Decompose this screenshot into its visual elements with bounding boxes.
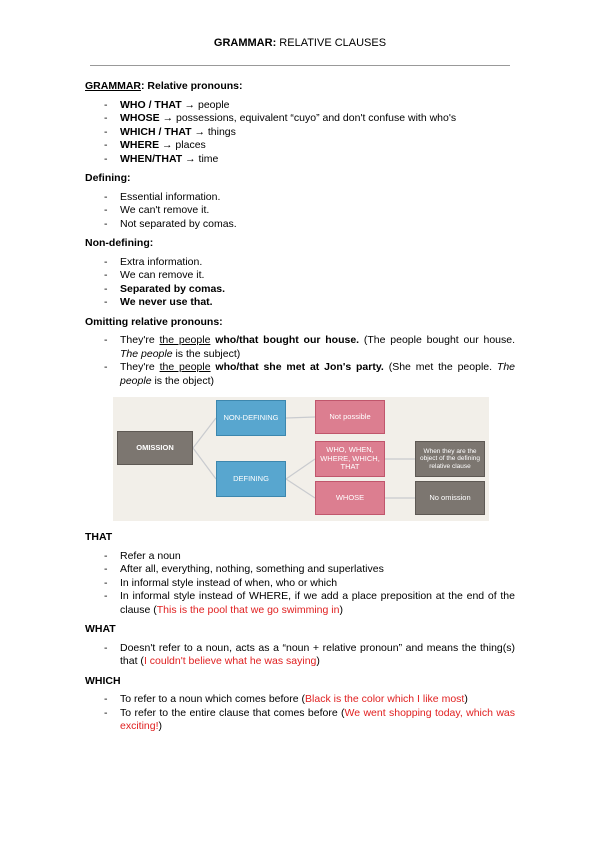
list-item: - Doesn't refer to a noun, acts as a “noun + relative pronoun” and means the thing(s) that (I couldn't believe what he was saying)	[85, 642, 515, 669]
list-item: - They're the people who/that bought our house. (The people bought our house. The people is the subject)	[85, 334, 515, 361]
who-when-node: WHO, WHEN, WHERE, WHICH, THAT	[315, 441, 385, 477]
non-defining-node: NON-DEFINING	[216, 400, 286, 436]
list-item: - Essential information.	[85, 191, 515, 205]
list-item: - To refer to the entire clause that comes before (We went shopping today, which was exciting!)	[85, 707, 515, 734]
list-item: - After all, everything, nothing, something and superlatives	[85, 563, 515, 577]
that-list	[85, 550, 515, 618]
list-item: - In informal style instead of when, who or which	[85, 577, 515, 591]
no-omission-node: No omission	[415, 481, 485, 515]
list-item: - We can't remove it.	[85, 204, 515, 218]
relative-pronouns-list	[85, 99, 515, 167]
list-item: - WHEN/THAT → time	[85, 153, 515, 167]
section-heading-non-defining: Non-defining:	[85, 237, 154, 249]
defining-node: DEFINING	[216, 461, 286, 497]
whose-node: WHOSE	[315, 481, 385, 515]
section-heading-relative-pronouns: GRAMMAR: Relative pronouns:	[85, 80, 243, 92]
list-item: - We never use that.	[85, 296, 515, 310]
section-heading-which: WHICH	[85, 674, 121, 687]
list-item: - We can remove it.	[85, 269, 515, 283]
page-title: GRAMMAR: RELATIVE CLAUSES	[213, 37, 387, 49]
list-item: - They're the people who/that she met at Jon's party. (She met the people. The people is the object)	[85, 361, 515, 388]
list-item: - WHICH / THAT → things	[85, 126, 515, 140]
list-item: - Extra information.	[85, 256, 515, 270]
list-item: - WHERE → places	[85, 139, 515, 153]
connector-defining-whowhen	[286, 459, 315, 479]
connector-nondefining-notpossible	[286, 417, 315, 418]
omission-diagram	[113, 397, 489, 521]
connector-omission-defining	[193, 448, 216, 479]
document-body	[85, 80, 515, 738]
connector-defining-whose	[286, 479, 315, 498]
which-list	[85, 693, 515, 734]
list-item: - Not separated by comas.	[85, 218, 515, 232]
list-item: - WHO / THAT → people	[85, 99, 515, 113]
omission-node: OMISSION	[117, 431, 193, 465]
section-heading-that: THAT	[85, 531, 113, 543]
non-defining-list	[85, 256, 515, 310]
section-heading-defining: Defining:	[85, 172, 131, 184]
connector-omission-nondefining	[193, 418, 216, 448]
section-heading-what: WHAT	[85, 623, 116, 635]
what-list	[85, 642, 515, 669]
list-item: - In informal style instead of WHERE, if we add a place preposition at the end of the clause (This is the pool that we go swimming in)	[85, 590, 515, 617]
header-divider	[90, 65, 510, 66]
omitting-list	[85, 334, 515, 388]
defining-list	[85, 191, 515, 232]
list-item: - To refer to a noun which comes before (Black is the color which I like most)	[85, 693, 515, 707]
list-item: - Separated by comas.	[85, 283, 515, 297]
when-object-node: When they are the object of the defining relative clause	[415, 441, 485, 477]
list-item: - Refer a noun	[85, 550, 515, 564]
section-heading-omitting: Omitting relative pronouns:	[85, 315, 223, 328]
list-item: - WHOSE → possessions, equivalent “cuyo” and don't confuse with who's	[85, 112, 515, 126]
not-possible-node: Not possible	[315, 400, 385, 434]
